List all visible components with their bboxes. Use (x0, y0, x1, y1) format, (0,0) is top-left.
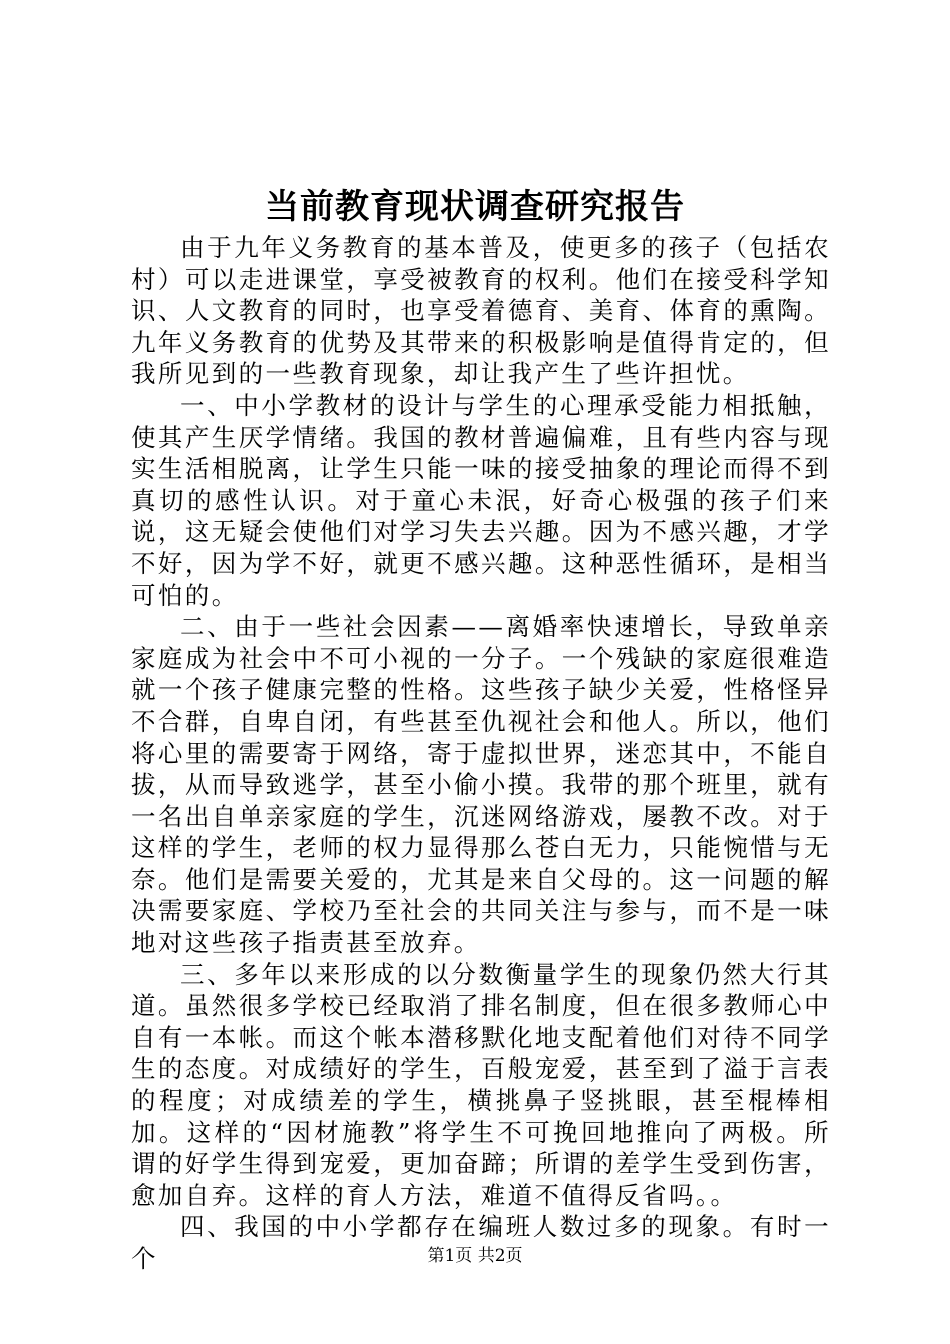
paragraph-point-3: 三、多年以来形成的以分数衡量学生的现象仍然大行其道。虽然很多学校已经取消了排名制度，但在很多教师心中自有一本帐。而这个帐本潜移默化地支配着他们对待不同学生的态度。对成绩好的学生，百般宠爱，甚至到了溢于言表的程度；对成绩差的学生，横挑鼻子竖挑眼，甚至棍棒相加。这样的“因材施教”将学生不可挽回地推向了两极。所谓的好学生得到宠爱，更加奋蹄；所谓的差学生受到伤害，愈加自弃。这样的育人方法，难道不值得反省吗。。 (131, 959, 831, 1210)
paragraph-intro: 由于九年义务教育的基本普及，使更多的孩子（包括农村）可以走进课堂，享受被教育的权利。他们在接受科学知识、人文教育的同时，也享受着德育、美育、体育的熏陶。九年义务教育的优势及其带来的积极影响是值得肯定的，但我所见到的一些教育现象，却让我产生了些许担忧。 (131, 233, 831, 389)
page-number-footer: 第1页 共2页 (427, 1246, 523, 1266)
paragraph-point-4: 四、我国的中小学都存在编班人数过多的现象。有时一个 (131, 1212, 831, 1273)
document-title: 当前教育现状调查研究报告 (265, 187, 685, 227)
paragraph-point-2: 二、由于一些社会因素——离婚率快速增长，导致单亲家庭成为社会中不可小视的一分子。一个残缺的家庭很难造就一个孩子健康完整的性格。这些孩子缺少关爱，性格怪异不合群，自卑自闭，有些甚至仇视社会和他人。所以，他们将心里的需要寄于网络，寄于虚拟世界，迷恋其中，不能自拔，从而导致逃学，甚至小偷小摸。我带的那个班里，就有一名出自单亲家庭的学生，沉迷网络游戏，屡教不改。对于这样的学生，老师的权力显得那么苍白无力，只能惋惜与无奈。他们是需要关爱的，尤其是来自父母的。这一问题的解决需要家庭、学校乃至社会的共同关注与参与，而不是一味地对这些孩子指责甚至放弃。 (131, 612, 831, 958)
paragraph-point-1: 一、中小学教材的设计与学生的心理承受能力相抵触，使其产生厌学情绪。我国的教材普遍偏难，且有些内容与现实生活相脱离，让学生只能一味的接受抽象的理论而得不到真切的感性认识。对于童心未泯，好奇心极强的孩子们来说，这无疑会使他们对学习失去兴趣。因为不感兴趣，才学不好，因为学不好，就更不感兴趣。这种恶性循环，是相当可怕的。 (131, 390, 831, 610)
document-body (131, 232, 831, 1275)
